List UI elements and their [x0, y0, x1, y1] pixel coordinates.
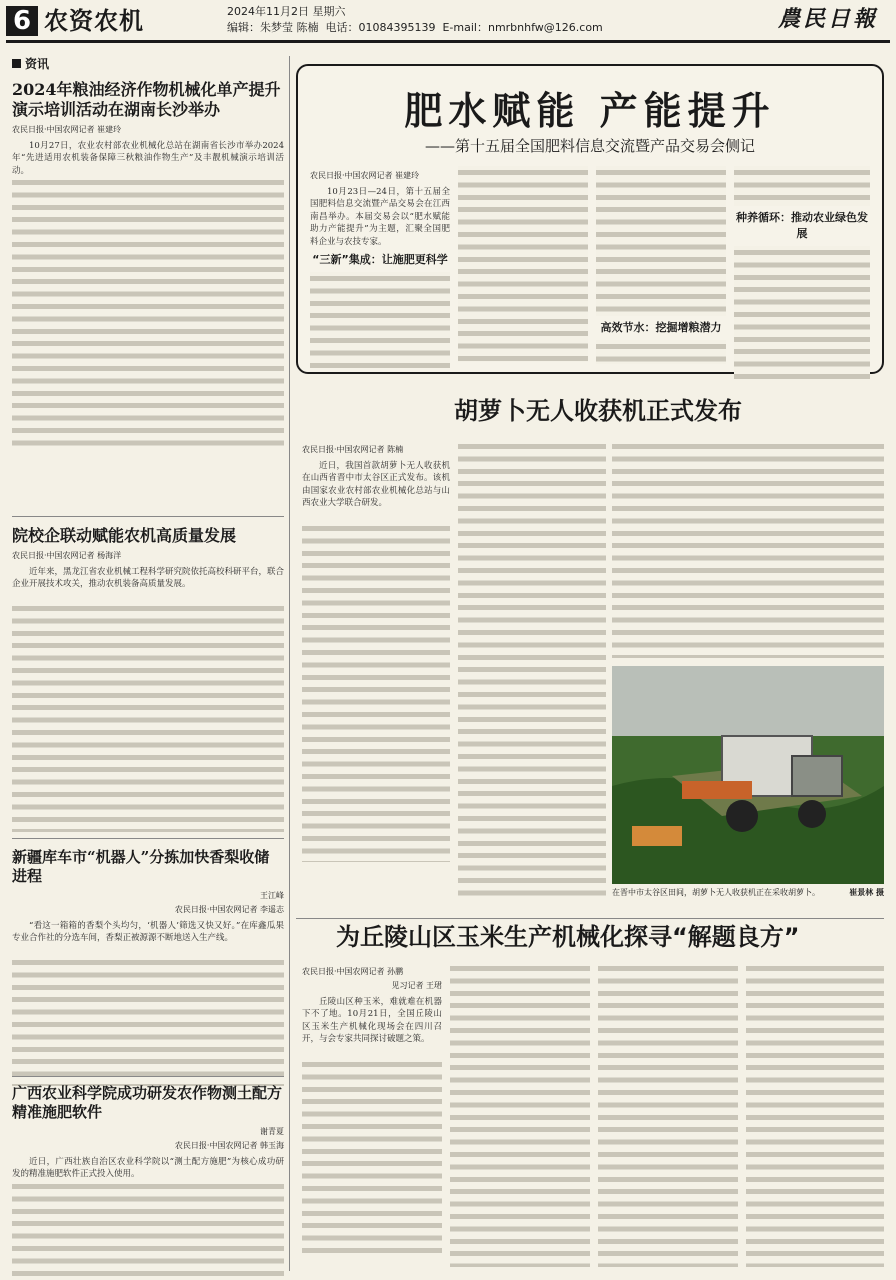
carrot-headline[interactable]: 胡萝卜无人收获机正式发布: [454, 397, 742, 425]
phone: 电话：01084395139: [325, 21, 436, 34]
masthead: [0, 0, 896, 44]
feature-byline: 农民日报·中国农网记者 崔建玲: [310, 171, 420, 180]
divider: [12, 1076, 284, 1077]
corn-body-text: [302, 1058, 442, 1258]
photo-credit: 崔景林 摄: [849, 888, 884, 897]
feature-lead: 10月23日—24日，第十五届全国肥料信息交流暨产品交易会在江西南昌举办。本届交易会以“肥水赋能 助力产能提升”为主题，汇聚全国肥料企业与农技专家。: [310, 187, 450, 247]
harvester-illustration: [612, 666, 884, 884]
carrot-col-2: [458, 440, 606, 900]
section-kicker: 资讯: [12, 56, 284, 72]
carrot-col-3: [612, 440, 884, 658]
feature-subhead-2: 高效节水：挖掘增粮潜力: [600, 321, 722, 334]
article-title[interactable]: 广西农业科学院成功研发农作物测土配方精准施肥软件: [12, 1084, 283, 1121]
feature-subhead-3: 种养循环：推动农业绿色发展: [736, 211, 868, 240]
feature-col-2: [458, 166, 588, 362]
corn-col-4: [746, 962, 884, 1267]
corn-lead: 丘陵山区种玉米，难就难在机器下不了地。10月21日，全国丘陵山区玉米生产机械化现场会在四川召开，与会专家共同探讨破题之策。: [302, 997, 442, 1045]
column-divider: [289, 56, 290, 1271]
photo-caption: [612, 887, 884, 899]
feature-col-3: [596, 166, 726, 362]
article-body-text: [12, 176, 284, 446]
article-byline: 谢青夏: [260, 1127, 284, 1136]
article-guangxi-software: [12, 1084, 284, 1280]
divider: [12, 838, 284, 839]
corn-col-2: [450, 962, 590, 1267]
article-title[interactable]: 院校企联动赋能农机高质量发展: [12, 526, 237, 545]
editors: 编辑：朱梦莹 陈楠: [227, 21, 319, 34]
left-column: [12, 56, 284, 1271]
feature-title[interactable]: 肥水赋能 产能提升: [404, 89, 776, 133]
article-lead: 近年来，黑龙江省农业机械工程科学研究院依托高校科研平台，联合企业开展技术攻关，推动农机装备高质量发展。: [12, 567, 284, 590]
article-byline-2: 农民日报·中国农网记者 李遥志: [174, 905, 284, 914]
email: E-mail：nmrbnhfw@126.com: [442, 21, 603, 34]
carrot-col-1: [302, 440, 450, 910]
divider: [12, 516, 284, 517]
page-number: 6: [6, 6, 38, 36]
article-body-text: [12, 956, 284, 1086]
carrot-lead: 近日，我国首款胡萝卜无人收获机在山西省晋中市太谷区正式发布。该机由国家农业农村部农业机械化总站与山西农业大学联合研发。: [302, 461, 450, 509]
contact-line: [227, 21, 603, 35]
masthead-rule: [6, 40, 890, 43]
corn-col-1: [302, 962, 442, 1267]
corn-byline: 农民日报·中国农网记者 孙鹏: [302, 967, 404, 976]
article-body-text: [12, 602, 284, 832]
corn-col-3: [598, 962, 738, 1267]
article-title[interactable]: 新疆库车市“机器人”分拣加快香梨收储进程: [12, 848, 270, 885]
section-name: 农资农机: [44, 7, 144, 35]
article-byline-2: 农民日报·中国农网记者 韩玉海: [174, 1141, 284, 1150]
corn-byline-2: 见习记者 王珺: [391, 981, 442, 990]
article-title[interactable]: 2024年粮油经济作物机械化单产提升演示培训活动在湖南长沙举办: [12, 80, 281, 119]
article-byline: 王江峰: [260, 891, 284, 900]
carrot-byline: 农民日报·中国农网记者 陈楠: [302, 445, 404, 454]
caption-text: 在晋中市太谷区田间，胡萝卜无人收获机正在采收胡萝卜。: [612, 888, 820, 897]
article-lead: 10月27日，农业农村部农业机械化总站在湖南省长沙市举办2024年“先进适用农机装备保障三秋粮油作物生产”及丰靓机械演示培训活动。: [12, 141, 284, 176]
feature-box: [296, 64, 884, 374]
article-byline: 农民日报·中国农网记者 崔建玲: [12, 125, 122, 134]
article-byline: 农民日报·中国农网记者 杨海洋: [12, 551, 122, 560]
carrot-harvester-photo: [612, 666, 884, 884]
article-grain-machinery: [12, 80, 284, 446]
article-xinjiang-pears: [12, 848, 284, 1086]
article-body-text: [12, 1180, 284, 1280]
article-college-enterprise: [12, 526, 284, 832]
carrot-body-text: [302, 522, 450, 862]
issue-date: 2024年11月2日 星期六: [227, 5, 346, 18]
corn-headline[interactable]: 为丘陵山区玉米生产机械化探寻“解题良方”: [336, 923, 800, 951]
feature-col-4: [734, 166, 870, 362]
article-lead: 近日，广西壮族自治区农业科学院以“测土配方施肥”为核心成功研发的精准施肥软件正式投入使用。: [12, 1157, 284, 1180]
feature-subhead-1: “三新”集成：让施肥更科学: [312, 253, 448, 266]
feature-col-1: [310, 166, 450, 362]
kicker-square-icon: [12, 59, 21, 68]
divider: [296, 918, 884, 919]
feature-subtitle: ——第十五届全国肥料信息交流暨产品交易会侧记: [424, 137, 755, 155]
article-lead: “看这一箱箱的香梨个头均匀，‘机器人’筛选又快又好。”在库鑫瓜果专业合作社的分选车间，香梨正被源源不断地送入生产线。: [12, 921, 284, 944]
newspaper-logo: 農民日報: [777, 6, 878, 32]
feature-body-text: [310, 272, 450, 368]
